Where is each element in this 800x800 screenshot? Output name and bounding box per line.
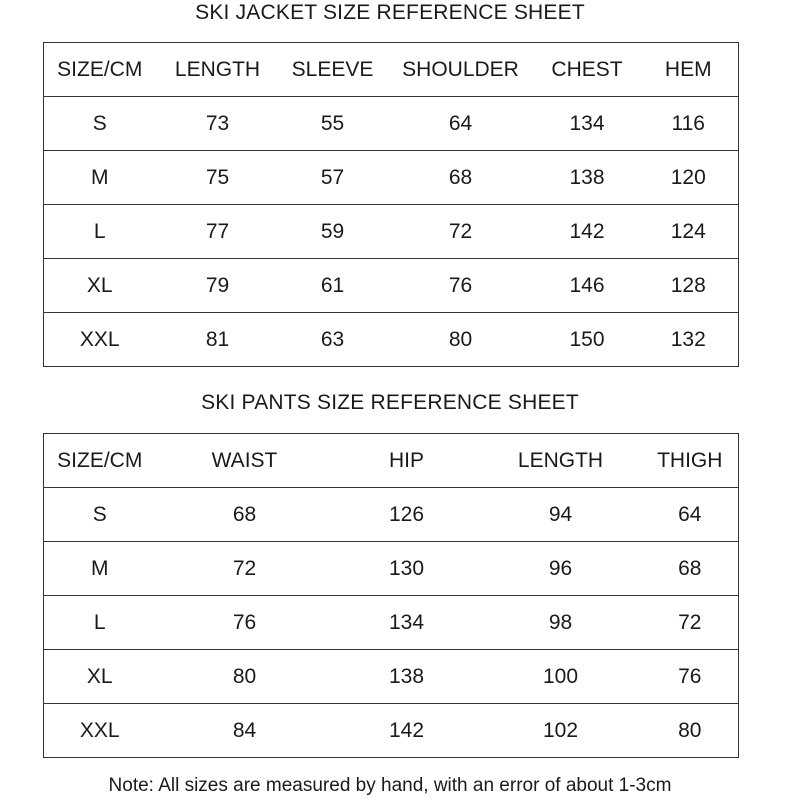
table-cell: 80 xyxy=(642,704,739,758)
table-cell: 77 xyxy=(156,205,280,259)
table-cell: 76 xyxy=(386,259,536,313)
table-cell: 138 xyxy=(334,650,480,704)
size-cell: XL xyxy=(44,650,156,704)
column-header-size: SIZE/CM xyxy=(44,434,156,488)
table-header-row xyxy=(44,434,739,488)
table-cell: 72 xyxy=(386,205,536,259)
table-cell: 72 xyxy=(156,542,334,596)
table-cell: 150 xyxy=(536,313,639,367)
size-cell: S xyxy=(44,97,156,151)
size-cell: XL xyxy=(44,259,156,313)
table-row xyxy=(44,542,739,596)
table-cell: 134 xyxy=(536,97,639,151)
table-cell: 57 xyxy=(280,151,386,205)
table-cell: 75 xyxy=(156,151,280,205)
jacket-size-table xyxy=(43,42,739,367)
table-cell: 59 xyxy=(280,205,386,259)
table-header-row xyxy=(44,43,739,97)
table-row xyxy=(44,488,739,542)
table-cell: 146 xyxy=(536,259,639,313)
table-cell: 142 xyxy=(334,704,480,758)
table-cell: 96 xyxy=(480,542,642,596)
table-cell: 134 xyxy=(334,596,480,650)
table-cell: 61 xyxy=(280,259,386,313)
size-cell: S xyxy=(44,488,156,542)
table-cell: 80 xyxy=(386,313,536,367)
table-row xyxy=(44,151,739,205)
column-header-chest: CHEST xyxy=(536,43,639,97)
column-header-thigh: THIGH xyxy=(642,434,739,488)
table-row xyxy=(44,97,739,151)
table-cell: 102 xyxy=(480,704,642,758)
table-cell: 64 xyxy=(386,97,536,151)
column-header-length: LENGTH xyxy=(156,43,280,97)
column-header-size: SIZE/CM xyxy=(44,43,156,97)
column-header-waist: WAIST xyxy=(156,434,334,488)
table-cell: 94 xyxy=(480,488,642,542)
pants-size-table xyxy=(43,433,739,758)
table-cell: 128 xyxy=(639,259,739,313)
table-cell: 68 xyxy=(642,542,739,596)
table-cell: 80 xyxy=(156,650,334,704)
size-cell: L xyxy=(44,596,156,650)
jacket-size-sheet-title: SKI JACKET SIZE REFERENCE SHEET xyxy=(195,1,585,24)
table-cell: 68 xyxy=(156,488,334,542)
table-cell: 79 xyxy=(156,259,280,313)
table-row xyxy=(44,650,739,704)
size-cell: XXL xyxy=(44,313,156,367)
table-cell: 63 xyxy=(280,313,386,367)
table-row xyxy=(44,259,739,313)
table-cell: 142 xyxy=(536,205,639,259)
table-cell: 130 xyxy=(334,542,480,596)
table-cell: 132 xyxy=(639,313,739,367)
column-header-length: LENGTH xyxy=(480,434,642,488)
table-cell: 98 xyxy=(480,596,642,650)
table-row xyxy=(44,704,739,758)
table-cell: 120 xyxy=(639,151,739,205)
table-row xyxy=(44,205,739,259)
table-cell: 64 xyxy=(642,488,739,542)
column-header-hem: HEM xyxy=(639,43,739,97)
table-cell: 84 xyxy=(156,704,334,758)
table-cell: 81 xyxy=(156,313,280,367)
column-header-sleeve: SLEEVE xyxy=(280,43,386,97)
table-cell: 138 xyxy=(536,151,639,205)
column-header-hip: HIP xyxy=(334,434,480,488)
size-cell: L xyxy=(44,205,156,259)
table-cell: 76 xyxy=(156,596,334,650)
table-cell: 73 xyxy=(156,97,280,151)
column-header-shoulder: SHOULDER xyxy=(386,43,536,97)
measurement-note: Note: All sizes are measured by hand, with an error of about 1-3cm xyxy=(108,775,672,796)
table-cell: 68 xyxy=(386,151,536,205)
size-cell: M xyxy=(44,542,156,596)
table-row xyxy=(44,313,739,367)
table-cell: 55 xyxy=(280,97,386,151)
table-cell: 116 xyxy=(639,97,739,151)
table-cell: 124 xyxy=(639,205,739,259)
size-cell: M xyxy=(44,151,156,205)
table-cell: 72 xyxy=(642,596,739,650)
table-row xyxy=(44,596,739,650)
table-cell: 126 xyxy=(334,488,480,542)
pants-size-sheet-title: SKI PANTS SIZE REFERENCE SHEET xyxy=(201,391,579,414)
size-cell: XXL xyxy=(44,704,156,758)
table-cell: 76 xyxy=(642,650,739,704)
table-cell: 100 xyxy=(480,650,642,704)
